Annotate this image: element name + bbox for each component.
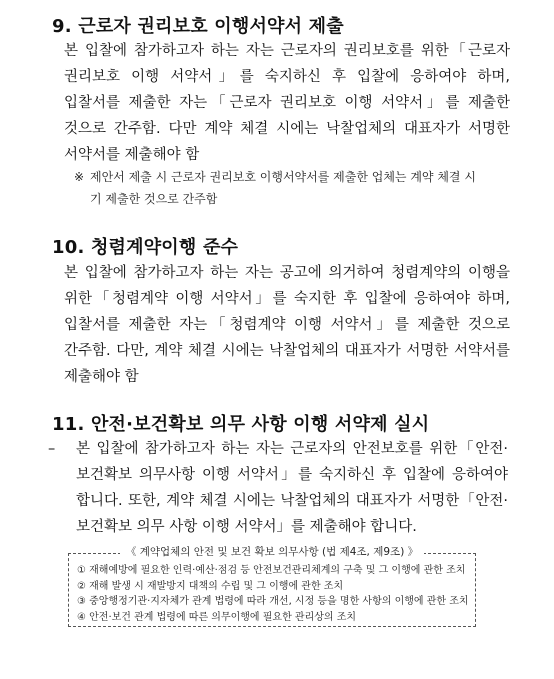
section-10-heading: 10. 청렴계약이행 준수 <box>52 237 239 258</box>
section-11-heading: 11. 안전·보건확보 의무 사항 이행 서약제 실시 <box>52 414 430 435</box>
note-mark: ※ <box>74 170 85 184</box>
obligations-list <box>77 563 469 625</box>
dash-bullet: – <box>48 441 56 457</box>
section-9-body: 본 입찰에 참가하고자 하는 자는 근로자의 권리보호를 위한「근로자 권리보호 이행 서약서」를 숙지하신 후 입찰에 응하여야 하며, 입찰서를 제출한 자는「근로자 권리보호 이행 서약서」를 제출한 것으로 간주함. 다만 계약 체결 시에는 낙찰업체의 대표자가 서명한 서약서를 제출해야 함 <box>64 43 510 163</box>
obligation-item: ② 재해 발생 시 재발방지 대책의 수립 및 그 이행에 관한 조치 <box>77 580 344 592</box>
section-10-body: 본 입찰에 참가하고자 하는 자는 공고에 의거하여 청렴계약의 이행을 위한「청렴계약 이행 서약서」를 숙지한 후 입찰에 응하여야 하며, 입찰서를 제출한 자는「청렴계약 이행 서약서」를 제출한 것으로 간주함. 다만, 계약 체결 시에는 낙찰업체의 대표자가 서명한 서약서를 제출해야 함 <box>64 265 510 385</box>
section-11-body: 본 입찰에 참가하고자 하는 자는 근로자의 안전보호를 위한「안전·보건확보 의무사항 이행 서약서」를 숙지하신 후 입찰에 응하여야 합니다. 또한, 계약 체결 시에는 낙찰업체의 대표자가 서명한「안전·보건확보 의무 사항 이행 서약서」를 제출해야 합니다. <box>76 441 508 535</box>
section-9-note-line2: 기 제출한 것으로 간주함 <box>90 192 218 206</box>
obligations-box-title-wrap <box>69 544 475 559</box>
obligation-item: ① 재해예방에 필요한 인력·예산·점검 등 안전보건관리체계의 구축 및 그 이행에 관한 조치 <box>77 565 466 576</box>
section-9-heading: 9. 근로자 권리보호 이행서약서 제출 <box>52 16 344 37</box>
obligations-box-title: 《 계약업체의 안전 및 보건 확보 의무사항 (법 제4조, 제9조) 》 <box>120 546 424 558</box>
obligation-item: ④ 안전·보건 관계 법령에 따른 의무이행에 필요한 관리상의 조치 <box>77 611 357 623</box>
section-9-note-line1: 제안서 제출 시 근로자 권리보호 이행서약서를 제출한 업체는 계약 체결 시 <box>90 170 476 184</box>
obligations-box <box>68 546 476 627</box>
obligation-item: ③ 중앙행정기관·지자체가 관계 법령에 따라 개선, 시정 등을 명한 사항의 이행에 관한 조치 <box>77 596 469 607</box>
section-11-body-block <box>48 436 508 540</box>
section-9-note <box>74 166 514 210</box>
